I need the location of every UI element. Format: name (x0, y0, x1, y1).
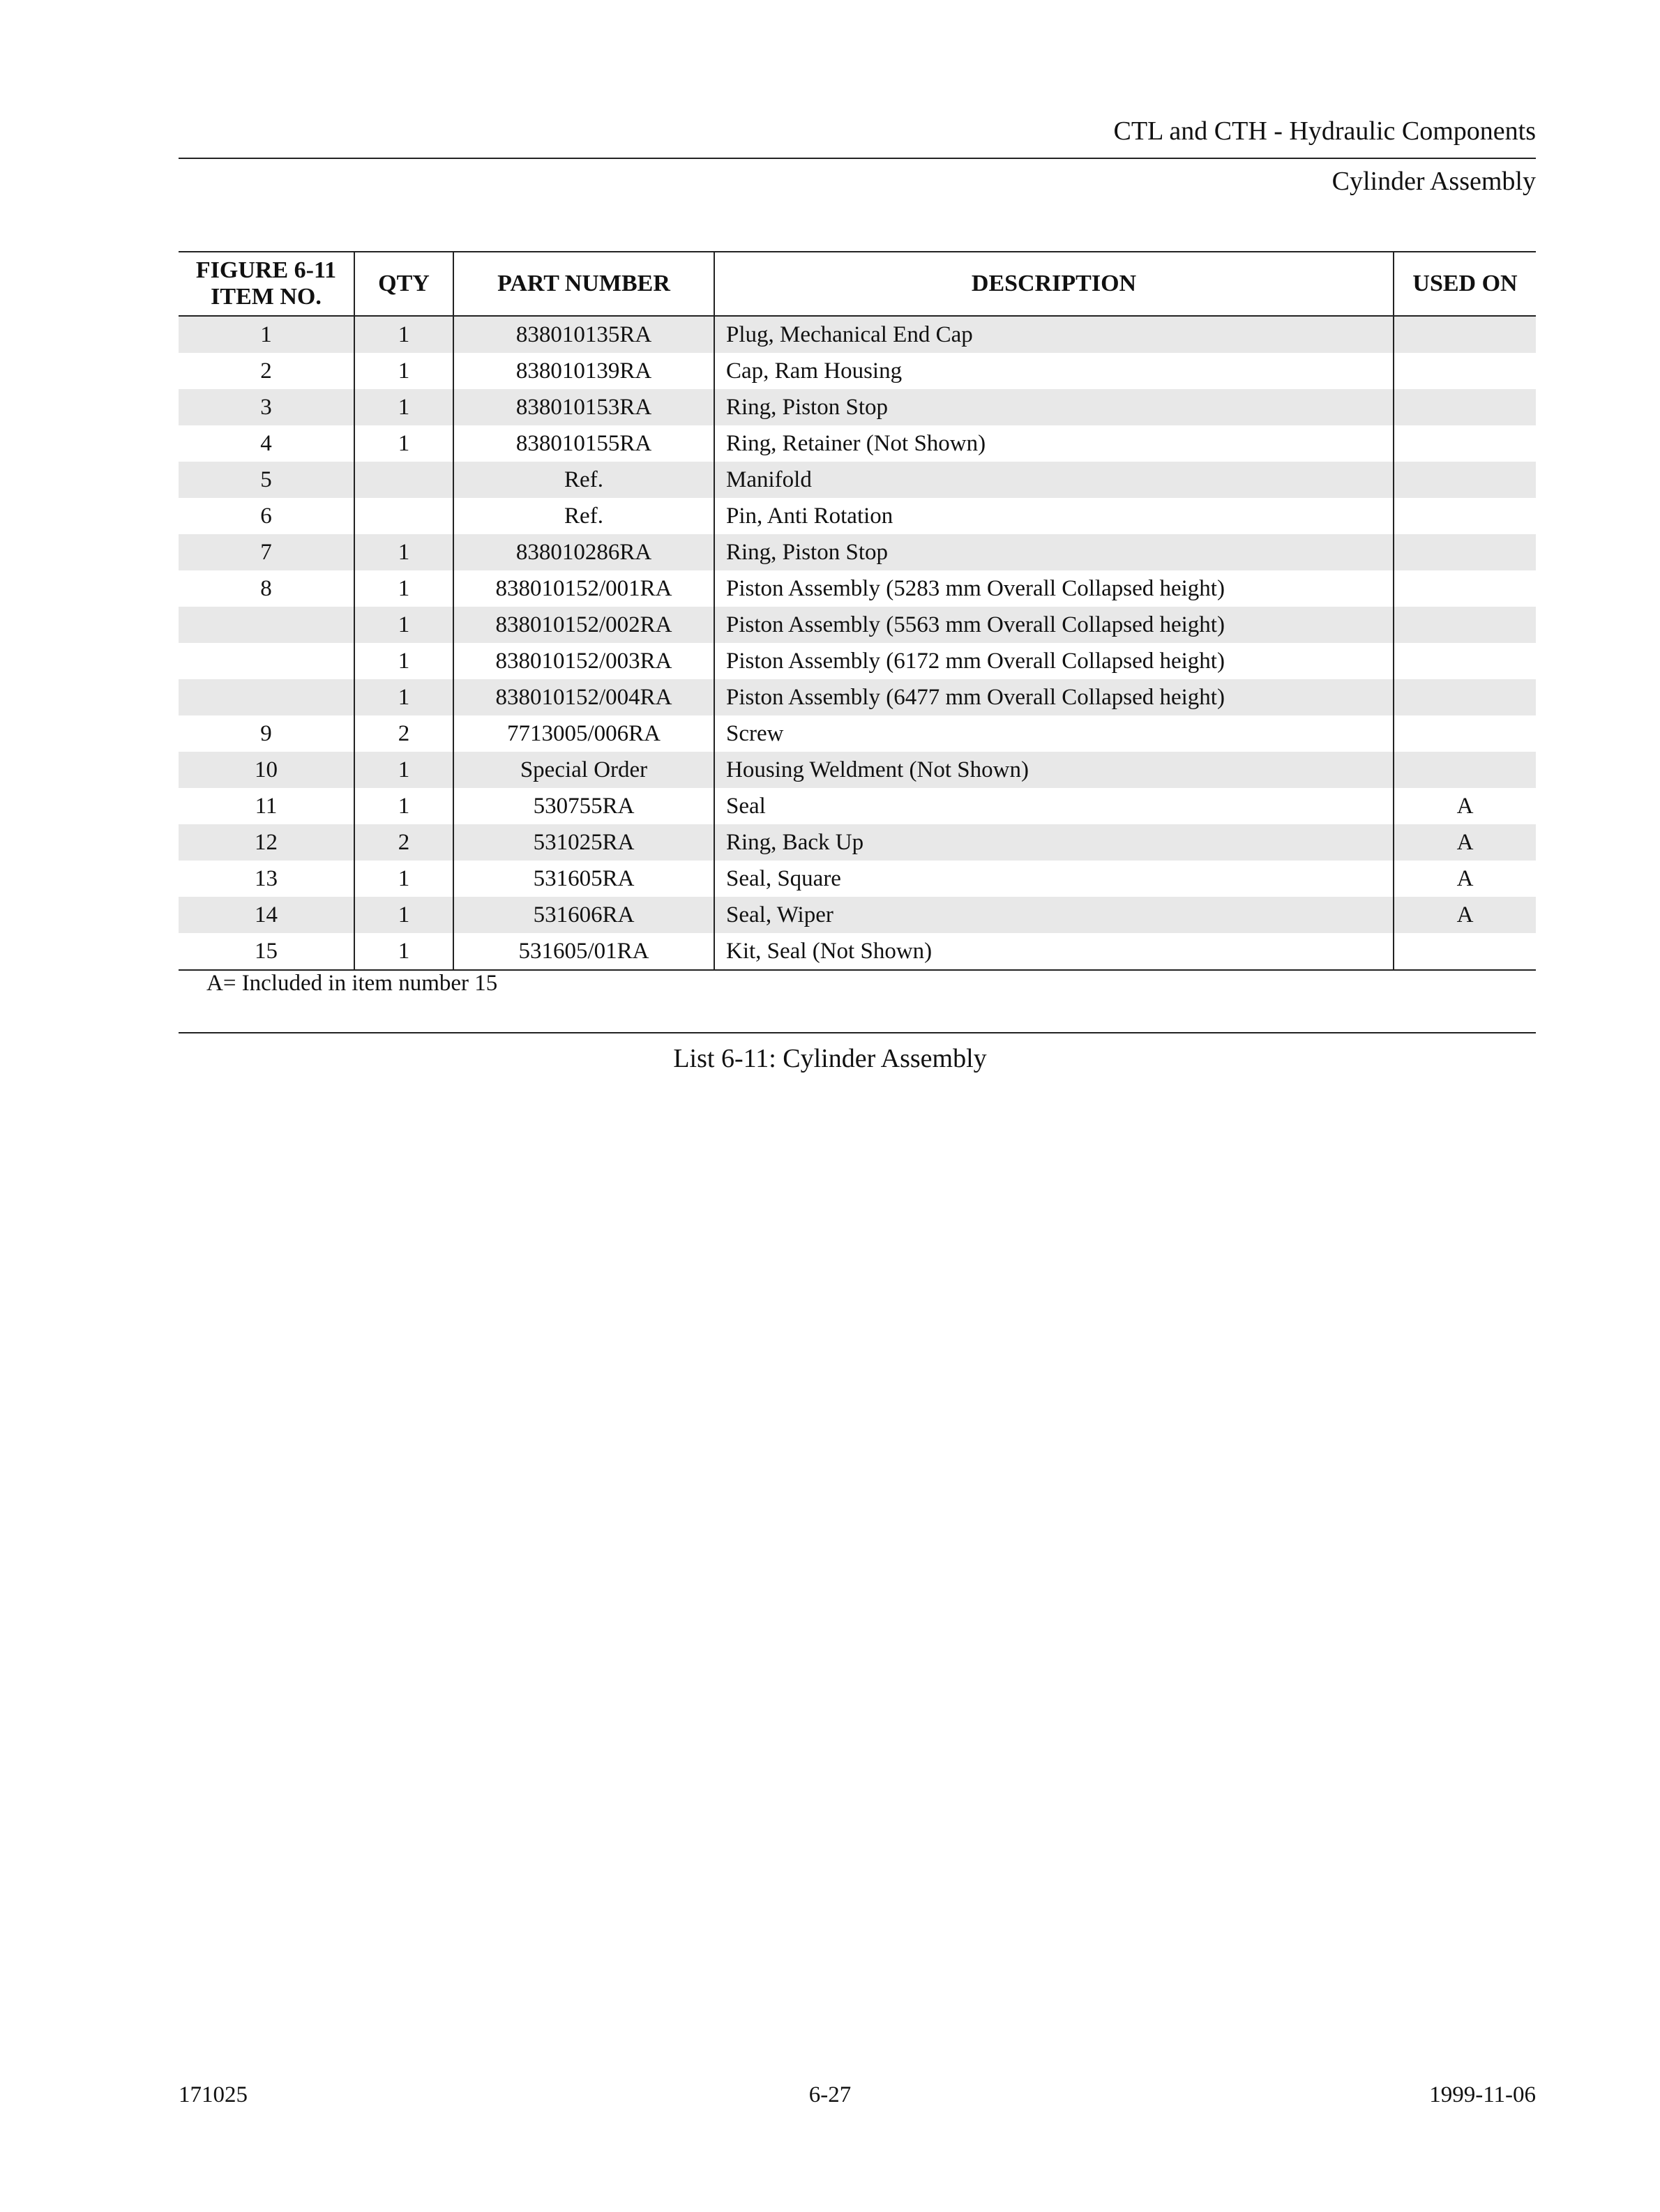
table-row (179, 824, 1536, 861)
cell-used-on: A (1394, 897, 1536, 933)
cell-description: Ring, Piston Stop (714, 389, 1394, 425)
cell-qty: 1 (354, 897, 453, 933)
cell-part-number: 838010135RA (453, 316, 714, 353)
cell-used-on (1394, 425, 1536, 462)
table-row (179, 788, 1536, 824)
cell-qty: 1 (354, 788, 453, 824)
column-header-item-line1: FIGURE 6-11 (195, 257, 337, 283)
cell-description: Housing Weldment (Not Shown) (714, 752, 1394, 788)
cell-part-number: Ref. (453, 462, 714, 498)
cell-used-on (1394, 679, 1536, 715)
cell-qty: 1 (354, 679, 453, 715)
cell-item-no: 7 (179, 534, 354, 570)
cell-part-number: 838010286RA (453, 534, 714, 570)
cell-description: Piston Assembly (6172 mm Overall Collapsed height) (714, 643, 1394, 679)
cell-part-number: 838010152/003RA (453, 643, 714, 679)
cell-qty: 1 (354, 534, 453, 570)
table-row (179, 897, 1536, 933)
cell-item-no: 13 (255, 865, 278, 891)
cell-used-on (1394, 607, 1536, 643)
column-header-used-on: USED ON (1394, 252, 1536, 316)
cell-item-no (179, 643, 354, 679)
cell-qty: 1 (354, 570, 453, 607)
cell-used-on: A (1394, 861, 1536, 897)
cell-qty (354, 498, 453, 534)
cell-qty: 1 (354, 425, 453, 462)
cell-part-number: 838010152/001RA (453, 570, 714, 607)
cell-item-no: 6 (260, 503, 272, 529)
cell-used-on (1394, 715, 1536, 752)
table-row (179, 498, 1536, 534)
footer-page-number: 6-27 (808, 2082, 852, 2107)
cell-description: Piston Assembly (6477 mm Overall Collapsed height) (714, 679, 1394, 715)
cell-part-number: Ref. (453, 498, 714, 534)
cell-item-no: 12 (179, 824, 354, 861)
cell-used-on (1394, 643, 1536, 679)
cell-description: Piston Assembly (5283 mm Overall Collapsed height) (714, 570, 1394, 607)
table-row (179, 462, 1536, 498)
cell-description: Ring, Retainer (Not Shown) (714, 425, 1394, 462)
cell-used-on (1394, 933, 1536, 970)
cell-item-no: 3 (179, 389, 354, 425)
cell-part-number: 531606RA (453, 897, 714, 933)
cell-description: Ring, Back Up (714, 824, 1394, 861)
cell-item-no: 5 (179, 462, 354, 498)
cell-description: Ring, Piston Stop (714, 534, 1394, 570)
cell-description: Manifold (714, 462, 1394, 498)
table-row (179, 679, 1536, 715)
cell-item-no: 9 (260, 720, 272, 746)
table-footnote: A= Included in item number 15 (206, 971, 498, 996)
cell-part-number: 838010139RA (453, 353, 714, 389)
cell-part-number: 838010153RA (453, 389, 714, 425)
cell-qty: 1 (354, 353, 453, 389)
cell-used-on (1394, 316, 1536, 353)
cell-used-on (1394, 534, 1536, 570)
table-body (179, 316, 1536, 970)
footer-document-number: 171025 (179, 2082, 248, 2107)
table-row (179, 643, 1536, 679)
table-row (179, 389, 1536, 425)
cell-part-number: 531605RA (453, 861, 714, 897)
cell-item-no (179, 607, 354, 643)
cell-qty: 1 (354, 752, 453, 788)
running-header-title: CTL and CTH - Hydraulic Components (1113, 116, 1536, 146)
column-header-description: DESCRIPTION (714, 252, 1394, 316)
cell-qty: 2 (354, 715, 453, 752)
cell-qty (354, 462, 453, 498)
cell-item-no: 2 (260, 358, 272, 384)
cell-item-no: 4 (260, 430, 272, 456)
column-header-item-no (179, 252, 354, 316)
table-row (179, 715, 1536, 752)
table-row (179, 316, 1536, 353)
table-row (179, 752, 1536, 788)
caption-rule (179, 1032, 1536, 1033)
cell-part-number: 838010152/002RA (453, 607, 714, 643)
footer-date: 1999-11-06 (1429, 2082, 1536, 2107)
cell-part-number: Special Order (453, 752, 714, 788)
column-header-qty: QTY (354, 252, 453, 316)
cell-used-on (1394, 462, 1536, 498)
table-row (179, 425, 1536, 462)
cell-item-no: 1 (179, 316, 354, 353)
header-rule (179, 158, 1536, 159)
table-header-row (179, 252, 1536, 316)
cell-part-number: 530755RA (453, 788, 714, 824)
cell-description: Plug, Mechanical End Cap (714, 316, 1394, 353)
cell-qty: 2 (354, 824, 453, 861)
cell-part-number: 7713005/006RA (453, 715, 714, 752)
cell-item-no: 8 (260, 575, 272, 601)
cell-item-no: 11 (255, 793, 278, 819)
cell-item-no: 15 (179, 933, 354, 970)
cell-qty: 1 (354, 389, 453, 425)
cell-item-no: 14 (179, 897, 354, 933)
cell-used-on (1394, 498, 1536, 534)
cell-item-no: 10 (179, 752, 354, 788)
cell-used-on (1394, 353, 1536, 389)
cell-used-on: A (1394, 824, 1536, 861)
cell-used-on (1394, 570, 1536, 607)
cell-description: Screw (714, 715, 1394, 752)
cell-qty: 1 (354, 643, 453, 679)
column-header-part-number: PART NUMBER (453, 252, 714, 316)
cell-used-on (1394, 389, 1536, 425)
cell-qty: 1 (354, 316, 453, 353)
table-row (179, 933, 1536, 970)
cell-description: Piston Assembly (5563 mm Overall Collapsed height) (714, 607, 1394, 643)
table-row (179, 534, 1536, 570)
cell-description: Cap, Ram Housing (714, 353, 1394, 389)
cell-part-number: 531605/01RA (453, 933, 714, 970)
table-row (179, 861, 1536, 897)
cell-used-on (1394, 752, 1536, 788)
cell-description: Kit, Seal (Not Shown) (714, 933, 1394, 970)
cell-qty: 1 (354, 607, 453, 643)
column-header-item-line2: ITEM NO. (211, 284, 322, 310)
parts-list-table (179, 251, 1536, 971)
cell-used-on: A (1394, 788, 1536, 824)
list-caption: List 6-11: Cylinder Assembly (673, 1044, 987, 1073)
cell-part-number: 531025RA (453, 824, 714, 861)
cell-description: Seal, Square (714, 861, 1394, 897)
cell-qty: 1 (354, 861, 453, 897)
cell-part-number: 838010152/004RA (453, 679, 714, 715)
cell-qty: 1 (354, 933, 453, 970)
cell-description: Seal (714, 788, 1394, 824)
running-header-subtitle: Cylinder Assembly (1331, 167, 1536, 196)
cell-item-no (179, 679, 354, 715)
table-row (179, 607, 1536, 643)
cell-description: Pin, Anti Rotation (714, 498, 1394, 534)
table-row (179, 570, 1536, 607)
cell-description: Seal, Wiper (714, 897, 1394, 933)
cell-part-number: 838010155RA (453, 425, 714, 462)
table-row (179, 353, 1536, 389)
